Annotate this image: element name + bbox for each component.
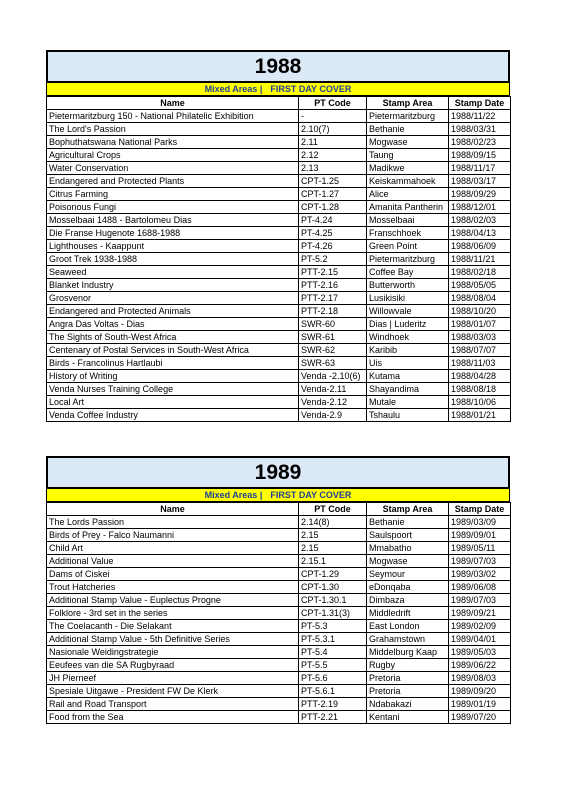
cell-stamp-date: 1988/02/03 [449,214,511,227]
header-pt-code: PT Code [299,97,367,110]
cell-pt-code: 2.15 [299,542,367,555]
cell-stamp-date: 1988/01/07 [449,318,511,331]
table-row [47,542,511,555]
cell-pt-code: 2.12 [299,149,367,162]
cell-name: Birds - Francolinus Hartlaubi [47,357,299,370]
table-row [47,568,511,581]
cell-stamp-area: Taung [367,149,449,162]
cell-pt-code: PTT-2.17 [299,292,367,305]
cell-pt-code: 2.10(7) [299,123,367,136]
cell-stamp-date: 1988/12/01 [449,201,511,214]
table-row [47,279,511,292]
cell-stamp-area: Coffee Bay [367,266,449,279]
cell-stamp-area: Pretoria [367,672,449,685]
year-heading: 1988 [46,50,510,83]
cell-stamp-date: 1989/06/08 [449,581,511,594]
table-row [47,318,511,331]
table-row [47,305,511,318]
cell-pt-code: PT-5.4 [299,646,367,659]
cell-stamp-area: Middelburg Kaap [367,646,449,659]
cell-stamp-area: East London [367,620,449,633]
cell-pt-code: CPT-1.29 [299,568,367,581]
cell-stamp-date: 1988/11/21 [449,253,511,266]
cell-stamp-date: 1989/06/22 [449,659,511,672]
cell-pt-code: PT-4.24 [299,214,367,227]
cell-pt-code: PTT-2.19 [299,698,367,711]
cell-stamp-date: 1989/09/21 [449,607,511,620]
cell-name: Additional Stamp Value - 5th Definitive Series [47,633,299,646]
table-row [47,383,511,396]
cell-stamp-area: Seymour [367,568,449,581]
cell-stamp-area: Windhoek [367,331,449,344]
cell-name: JH Pierneef [47,672,299,685]
table-row [47,672,511,685]
cell-stamp-area: Franschhoek [367,227,449,240]
cell-stamp-date: 1988/02/18 [449,266,511,279]
cell-pt-code: CPT-1.30 [299,581,367,594]
table-header-row [47,97,511,110]
cell-name: Pietermaritzburg 150 - National Philatelic Exhibition [47,110,299,123]
cell-stamp-date: 1988/04/13 [449,227,511,240]
table-row [47,201,511,214]
category-banner [46,489,510,502]
table-row [47,149,511,162]
cell-stamp-date: 1988/04/28 [449,370,511,383]
cell-pt-code: CPT-1.27 [299,188,367,201]
table-row [47,698,511,711]
table-row [47,581,511,594]
header-name: Name [47,503,299,516]
header-stamp-date: Stamp Date [449,503,511,516]
cell-stamp-area: Karibib [367,344,449,357]
cell-stamp-area: Rugby [367,659,449,672]
cell-pt-code: PT-5.3 [299,620,367,633]
cell-stamp-area: Pretoria [367,685,449,698]
table-row [47,162,511,175]
cell-stamp-area: Lusikisiki [367,292,449,305]
cell-stamp-date: 1988/03/31 [449,123,511,136]
cell-stamp-date: 1988/05/05 [449,279,511,292]
table-row [47,123,511,136]
header-stamp-date: Stamp Date [449,97,511,110]
banner-area-label: Mixed Areas | [204,490,263,500]
table-row [47,409,511,422]
cell-stamp-area: Pietermaritzburg [367,110,449,123]
cell-name: The Lords Passion [47,516,299,529]
cell-name: Poisonous Fungi [47,201,299,214]
cell-pt-code: SWR-62 [299,344,367,357]
cell-stamp-date: 1989/05/11 [449,542,511,555]
cell-pt-code: PT-4.26 [299,240,367,253]
banner-cover-label: FIRST DAY COVER [270,84,352,94]
cell-stamp-area: Mosselbaai [367,214,449,227]
cell-stamp-date: 1988/02/23 [449,136,511,149]
cell-stamp-date: 1988/09/29 [449,188,511,201]
cell-stamp-date: 1989/04/01 [449,633,511,646]
cell-name: Endangered and Protected Animals [47,305,299,318]
cell-stamp-area: Amanita Pantherin [367,201,449,214]
cell-name: Additional Stamp Value - Euplectus Progne [47,594,299,607]
cell-pt-code: Venda-2.11 [299,383,367,396]
cell-stamp-area: Ndabakazi [367,698,449,711]
cell-name: History of Writing [47,370,299,383]
cell-stamp-date: 1989/03/09 [449,516,511,529]
cell-stamp-area: Butterworth [367,279,449,292]
cell-stamp-date: 1989/07/03 [449,555,511,568]
table-row [47,594,511,607]
cell-name: Additional Value [47,555,299,568]
cell-pt-code: CPT-1.25 [299,175,367,188]
cell-stamp-date: 1988/11/03 [449,357,511,370]
cell-stamp-area: Dias | Luderitz [367,318,449,331]
cell-stamp-date: 1989/09/01 [449,529,511,542]
cell-pt-code: Venda-2.12 [299,396,367,409]
header-name: Name [47,97,299,110]
cell-stamp-date: 1988/09/15 [449,149,511,162]
category-banner [46,83,510,96]
banner-area-label: Mixed Areas | [204,84,263,94]
table-row [47,266,511,279]
table-row [47,370,511,383]
cell-pt-code: PTT-2.21 [299,711,367,724]
cell-pt-code: 2.13 [299,162,367,175]
cell-stamp-area: Dimbaza [367,594,449,607]
cell-stamp-date: 1988/06/09 [449,240,511,253]
table-row [47,240,511,253]
cell-stamp-date: 1989/09/20 [449,685,511,698]
table-row [47,646,511,659]
cell-stamp-date: 1989/08/03 [449,672,511,685]
cell-stamp-area: Keiskammahoek [367,175,449,188]
cell-stamp-area: Mogwase [367,555,449,568]
cell-pt-code: PTT-2.18 [299,305,367,318]
table-header-row [47,503,511,516]
cell-stamp-area: Uis [367,357,449,370]
table-row [47,227,511,240]
cell-stamp-date: 1988/08/04 [449,292,511,305]
stamp-table [46,502,511,724]
header-stamp-area: Stamp Area [367,97,449,110]
cell-pt-code: PT-4.25 [299,227,367,240]
cell-name: Angra Das Voltas - Dias [47,318,299,331]
cell-pt-code: PT-5.6.1 [299,685,367,698]
cell-pt-code: SWR-60 [299,318,367,331]
cell-name: Citrus Farming [47,188,299,201]
cell-stamp-area: Grahamstown [367,633,449,646]
cell-stamp-date: 1988/11/22 [449,110,511,123]
cell-name: Folklore - 3rd set in the series [47,607,299,620]
cell-stamp-date: 1988/11/17 [449,162,511,175]
cell-stamp-area: Middledrift [367,607,449,620]
cell-pt-code: CPT-1.30.1 [299,594,367,607]
cell-stamp-area: Mutale [367,396,449,409]
header-pt-code: PT Code [299,503,367,516]
cell-stamp-area: Mogwase [367,136,449,149]
cell-name: Seaweed [47,266,299,279]
table-row [47,711,511,724]
cell-pt-code: 2.11 [299,136,367,149]
cell-pt-code: PTT-2.16 [299,279,367,292]
table-row [47,633,511,646]
cell-stamp-area: Alice [367,188,449,201]
header-stamp-area: Stamp Area [367,503,449,516]
cell-stamp-area: Kutama [367,370,449,383]
cell-pt-code: PT-5.3.1 [299,633,367,646]
cell-name: Food from the Sea [47,711,299,724]
cell-pt-code: SWR-63 [299,357,367,370]
table-row [47,214,511,227]
section-1988 [46,50,510,422]
cell-name: Child Art [47,542,299,555]
cell-stamp-date: 1989/01/19 [449,698,511,711]
cell-name: Trout Hatcheries [47,581,299,594]
cell-stamp-area: Bethanie [367,123,449,136]
cell-pt-code: 2.15 [299,529,367,542]
cell-pt-code: Venda -2.10(6) [299,370,367,383]
cell-name: Endangered and Protected Plants [47,175,299,188]
section-1989 [46,456,510,724]
table-row [47,175,511,188]
cell-stamp-area: Willowvale [367,305,449,318]
table-row [47,136,511,149]
cell-pt-code: PT-5.2 [299,253,367,266]
cell-name: Centenary of Postal Services in South-West Africa [47,344,299,357]
cell-name: Spesiale Uitgawe - President FW De Klerk [47,685,299,698]
cell-stamp-date: 1988/08/18 [449,383,511,396]
cell-stamp-date: 1988/10/20 [449,305,511,318]
cell-stamp-date: 1989/07/20 [449,711,511,724]
cell-name: Eeufees van die SA Rugbyraad [47,659,299,672]
cell-name: Bophuthatswana National Parks [47,136,299,149]
cell-stamp-date: 1989/07/03 [449,594,511,607]
cell-pt-code: CPT-1.31(3) [299,607,367,620]
stamp-table [46,96,511,422]
cell-name: Rail and Road Transport [47,698,299,711]
cell-stamp-area: Green Point [367,240,449,253]
cell-name: Agricultural Crops [47,149,299,162]
cell-stamp-date: 1989/03/02 [449,568,511,581]
table-row [47,685,511,698]
cell-pt-code: PT-5.5 [299,659,367,672]
banner-cover-label: FIRST DAY COVER [270,490,352,500]
cell-stamp-area: Madikwe [367,162,449,175]
cell-stamp-area: Saulspoort [367,529,449,542]
table-row [47,344,511,357]
table-row [47,516,511,529]
cell-name: The Lord's Passion [47,123,299,136]
cell-name: Groot Trek 1938-1988 [47,253,299,266]
cell-pt-code: 2.14(8) [299,516,367,529]
cell-stamp-area: Shayandima [367,383,449,396]
cell-pt-code: 2.15.1 [299,555,367,568]
cell-name: Grosvenor [47,292,299,305]
cell-stamp-area: Kentani [367,711,449,724]
table-row [47,529,511,542]
cell-stamp-date: 1989/02/09 [449,620,511,633]
cell-name: Water Conservation [47,162,299,175]
cell-name: The Sights of South-West Africa [47,331,299,344]
cell-stamp-date: 1988/07/07 [449,344,511,357]
year-heading: 1989 [46,456,510,489]
cell-name: Nasionale Weidingstrategie [47,646,299,659]
cell-name: Lighthouses - Kaappunt [47,240,299,253]
table-row [47,253,511,266]
cell-pt-code: - [299,110,367,123]
cell-name: Blanket Industry [47,279,299,292]
table-row [47,331,511,344]
cell-stamp-area: Tshaulu [367,409,449,422]
table-row [47,188,511,201]
cell-name: Mosselbaai 1488 - Bartolomeu Dias [47,214,299,227]
cell-name: Die Franse Hugenote 1688-1988 [47,227,299,240]
cell-stamp-area: eDonqaba [367,581,449,594]
cell-stamp-area: Pietermaritzburg [367,253,449,266]
cell-stamp-date: 1989/05/03 [449,646,511,659]
cell-stamp-area: Mmabatho [367,542,449,555]
cell-stamp-area: Bethanie [367,516,449,529]
cell-stamp-date: 1988/10/06 [449,396,511,409]
cell-pt-code: PT-5.6 [299,672,367,685]
table-row [47,396,511,409]
cell-name: Venda Coffee Industry [47,409,299,422]
table-row [47,110,511,123]
cell-pt-code: Venda-2.9 [299,409,367,422]
cell-pt-code: CPT-1.28 [299,201,367,214]
cell-name: Dams of Ciskei [47,568,299,581]
cell-name: Birds of Prey - Falco Naumanni [47,529,299,542]
table-row [47,357,511,370]
cell-pt-code: SWR-61 [299,331,367,344]
table-row [47,620,511,633]
table-row [47,292,511,305]
table-row [47,555,511,568]
cell-name: The Coelacanth - Die Selakant [47,620,299,633]
cell-stamp-date: 1988/01/21 [449,409,511,422]
cell-stamp-date: 1988/03/03 [449,331,511,344]
cell-stamp-date: 1988/03/17 [449,175,511,188]
cell-name: Local Art [47,396,299,409]
table-row [47,607,511,620]
table-row [47,659,511,672]
cell-name: Venda Nurses Training College [47,383,299,396]
cell-pt-code: PTT-2.15 [299,266,367,279]
